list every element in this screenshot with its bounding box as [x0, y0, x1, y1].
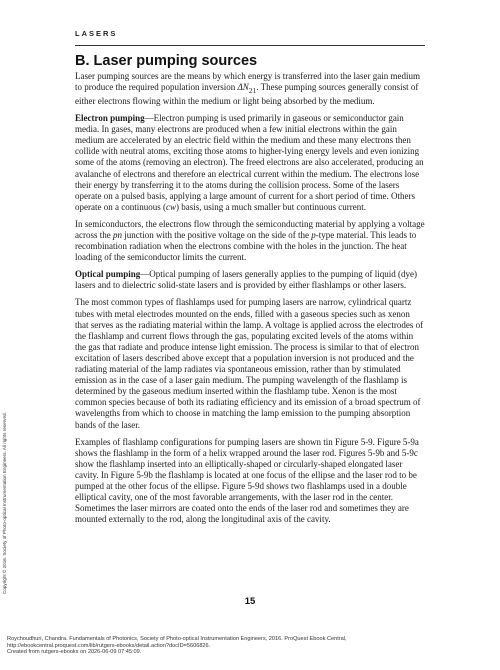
- footer-citation: Roychoudhuri, Chandra. Fundamentals of Photonics, Society of Photo-optical Instrumentation Engineers, 2016. ProQuest Ebook Central,: [7, 636, 347, 642]
- electron-pumping-text: —Electron pumping is used primarily in gaseous or semiconductor gain media. In gases, many electrons are produced when a few initial electrons within the gain medium are accelerated by an electric field within the medium and these many electrons then collide with neutral atoms, exciting those atoms to higher-lying energy levels and even ionizing some of the atoms (removing an electron). The freed electrons are also accelerated, producing an avalanche of electrons and therefore an electrical current within the medium. The electrons lose their energy by transferring it to the atoms during the collision process. Some of the lasers operate on a pulsed basis, applying a large amount of current for a short period of time. Others operate on a continuous (: [75, 113, 424, 212]
- ebook-footer: [7, 636, 347, 656]
- footer-created: Created from rutgers-ebooks on 2026-06-09 07:45:09.: [7, 649, 142, 656]
- footer-url: http://ebookcentral.proquest.com/lib/rutgers-ebooks/detail.action?docID=5606826.: [7, 642, 211, 649]
- intro-text-after: . These pumping sources generally consist of either electrons flowing within the medium or light being absorbed by the medium.: [75, 82, 419, 106]
- body-text: [75, 71, 425, 531]
- intro-paragraph: [75, 71, 425, 107]
- optical-pumping-paragraph: [75, 269, 425, 291]
- electron-pumping-paragraph: [75, 113, 425, 213]
- electron-pumping-term: Electron pumping: [75, 113, 145, 124]
- semiconductor-text-3: -type material. This leads to recombination radiation when the electrons combine with the holes in the junction. The heat loading of the semiconductor limits the current.: [75, 230, 417, 263]
- optical-pumping-text: —Optical pumping of lasers generally applies to the pumping of liquid (dye) lasers and to dielectric solid-state lasers and is provided by either flashlamps or other lasers.: [75, 269, 417, 291]
- semiconductor-paragraph: [75, 219, 425, 263]
- cw-abbrev: cw: [165, 201, 176, 212]
- section-title: B. Laser pumping sources: [75, 53, 258, 69]
- page-number: 15: [244, 596, 256, 607]
- semiconductor-text-1: In semiconductors, the electrons flow through the semiconducting material by applying a voltage across the: [75, 218, 425, 241]
- p-term: p: [311, 230, 316, 241]
- flashlamp-paragraph: The most common types of flashlamps used for pumping lasers are narrow, cylindrical quartz tubes with metal electrodes mounted on the ends, filled with a gaseous species such as xenon that serves as the radiating material within the lamp. A voltage is applied across the electrodes of the flashlamp and current flows through the gas, populating excited levels of the atoms within the gas that radiate and produce intense light emission. The process is similar to that of electron excitation of lasers described above except that a population inversion is not produced and the radiating material of the lamp radiates via spontaneous emission, rather than by stimulated emission as in the case of a laser gain medium. The pumping wavelength of the flashlamp is determined by the gaseous medium inserted within the flashlamp tube. Xenon is the most common species because of both its radiating efficiency and its emission of a broad spectrum of wavelengths from which to choose in matching the lamp emission to the pumping absorption bands of the laser.: [75, 297, 424, 430]
- semiconductor-text-2: junction with the positive voltage on the side of the: [122, 230, 312, 241]
- delta-n-subscript: 21: [248, 85, 257, 95]
- pn-term: pn: [113, 230, 122, 241]
- examples-paragraph: Examples of flashlamp configurations for pumping lasers are shown tin Figure 5-9. Figure 5-9a shows the flashlamp in the form of a helix wrapped around the laser rod. Figures 5-9b and 5-9c show the flashlamp inserted into an elliptically-shaped or circularly-shaped elongated laser cavity. In Figure 5-9b the flashlamp is located at one focus of the ellipse and the laser rod to be pumped at the other focus of the ellipse. Figure 5-9d shows two flashlamps used in a double elliptical cavity, one of the most favorable arrangements, with the laser rod in the center. Sometimes the laser mirrors are coated onto the ends of the laser rod and sometimes they are mounted externally to the rod, along the longitudinal axis of the cavity.: [75, 436, 419, 525]
- running-head: LASERS: [75, 29, 118, 38]
- intro-text-before: Laser pumping sources are the means by which energy is transferred into the laser gain medium to produce the required population inversion: [75, 71, 420, 93]
- header-rule: [75, 45, 425, 46]
- electron-pumping-text-end: ) basis, using a much smaller but continuous current.: [175, 201, 366, 212]
- delta-n-symbol: ΔN: [237, 82, 249, 93]
- side-copyright: Copyright © 2016. Society of Photo-optical Instrumentation Engineers. All rights reserved.: [2, 412, 7, 594]
- optical-pumping-term: Optical pumping: [75, 269, 141, 280]
